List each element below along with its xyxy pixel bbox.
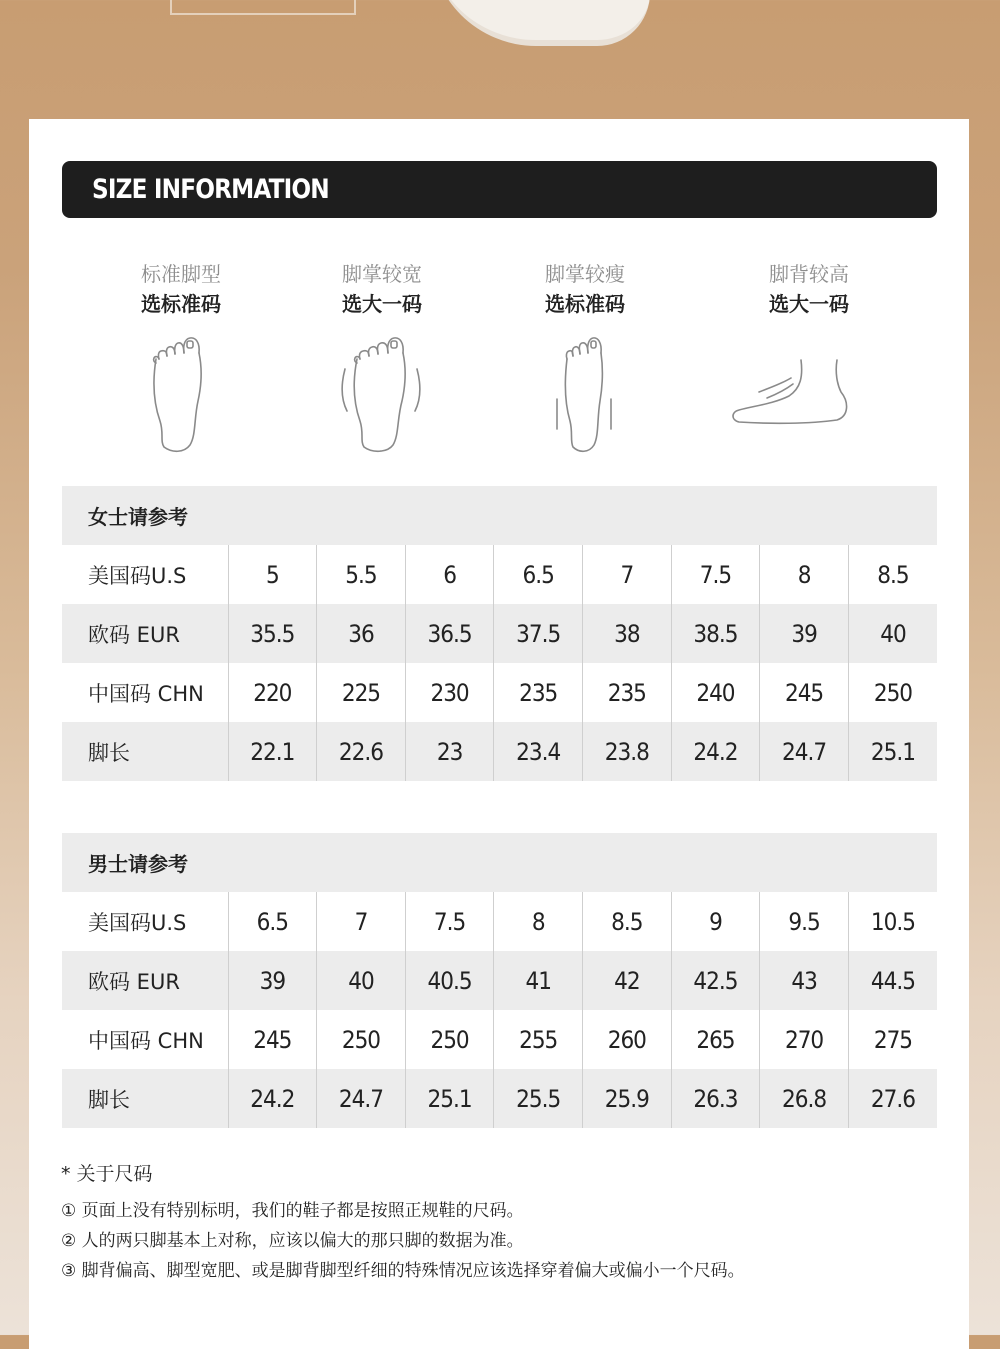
size-cell: 42.5 — [671, 951, 760, 1010]
size-cell: 23.4 — [494, 722, 583, 781]
section-title: SIZE INFORMATION — [92, 174, 329, 205]
size-cell: 265 — [671, 1010, 760, 1069]
narrow-foot-icon — [551, 329, 621, 454]
size-cell: 6 — [405, 545, 494, 604]
row-label: 美国码U.S — [88, 563, 187, 588]
foot-type-narrow — [485, 259, 685, 319]
foot-type-label: 脚掌较瘦 — [545, 262, 625, 286]
size-cell: 5.5 — [317, 545, 406, 604]
size-cell: 5 — [228, 545, 317, 604]
size-cell: 25.9 — [583, 1069, 672, 1128]
table-row — [62, 951, 937, 1010]
size-cell: 250 — [848, 663, 937, 722]
row-label: 脚长 — [62, 1069, 228, 1128]
notes-title: * 关于尺码 — [61, 1163, 153, 1185]
size-cell: 25.1 — [405, 1069, 494, 1128]
size-cell: 10.5 — [848, 892, 937, 951]
table-row — [62, 722, 937, 781]
men-table-caption: 男士请参考 — [62, 833, 937, 892]
size-cell: 26.3 — [671, 1069, 760, 1128]
size-cell: 22.6 — [317, 722, 406, 781]
size-cell: 250 — [317, 1010, 406, 1069]
size-cell: 23.8 — [583, 722, 672, 781]
size-cell: 7.5 — [405, 892, 494, 951]
size-cell: 39 — [760, 604, 849, 663]
size-cell: 6.5 — [228, 892, 317, 951]
size-cell: 40 — [317, 951, 406, 1010]
men-size-table — [62, 833, 937, 1128]
row-label: 欧码 EUR — [62, 951, 228, 1010]
size-info-panel — [29, 119, 969, 1349]
size-cell: 39 — [228, 951, 317, 1010]
size-cell: 24.7 — [760, 722, 849, 781]
size-cell: 8.5 — [848, 545, 937, 604]
size-cell: 24.2 — [671, 722, 760, 781]
row-label: 脚长 — [62, 722, 228, 781]
size-cell: 41 — [494, 951, 583, 1010]
size-cell: 35.5 — [228, 604, 317, 663]
size-cell: 255 — [494, 1010, 583, 1069]
size-cell: 44.5 — [848, 951, 937, 1010]
size-cell: 245 — [760, 663, 849, 722]
size-cell: 7.5 — [671, 545, 760, 604]
size-cell: 26.8 — [760, 1069, 849, 1128]
size-cell: 25.1 — [848, 722, 937, 781]
size-cell: 23 — [405, 722, 494, 781]
section-header — [62, 161, 937, 218]
foot-type-advice: 选大一码 — [769, 292, 849, 316]
women-size-table — [62, 486, 937, 781]
table-row — [62, 892, 937, 951]
table-row — [62, 545, 937, 604]
foot-type-high-instep — [709, 259, 909, 319]
foot-type-label: 脚掌较宽 — [342, 262, 422, 286]
foot-type-advice: 选标准码 — [141, 292, 221, 316]
table-row — [62, 1010, 937, 1069]
note-item: ② 人的两只脚基本上对称，应该以偏大的那只脚的数据为准。 — [61, 1231, 524, 1251]
row-label: 中国码 CHN — [88, 1028, 204, 1053]
high-instep-foot-icon — [729, 354, 854, 429]
size-cell: 22.1 — [228, 722, 317, 781]
table-row — [62, 1069, 937, 1128]
size-cell: 235 — [494, 663, 583, 722]
table-row — [62, 604, 937, 663]
size-cell: 9 — [671, 892, 760, 951]
size-cell: 8 — [494, 892, 583, 951]
size-cell: 42 — [583, 951, 672, 1010]
size-cell: 40.5 — [405, 951, 494, 1010]
size-cell: 24.7 — [317, 1069, 406, 1128]
size-cell: 250 — [405, 1010, 494, 1069]
size-cell: 7 — [583, 545, 672, 604]
wide-foot-icon — [339, 329, 425, 454]
size-cell: 240 — [671, 663, 760, 722]
foot-type-label: 标准脚型 — [141, 262, 221, 286]
size-cell: 260 — [583, 1010, 672, 1069]
size-cell: 36.5 — [405, 604, 494, 663]
row-label: 美国码U.S — [88, 910, 187, 935]
size-cell: 27.6 — [848, 1069, 937, 1128]
size-cell: 43 — [760, 951, 849, 1010]
size-cell: 36 — [317, 604, 406, 663]
size-cell: 38.5 — [671, 604, 760, 663]
size-notes — [61, 1159, 941, 1286]
size-cell: 235 — [583, 663, 672, 722]
size-cell: 8 — [760, 545, 849, 604]
size-cell: 25.5 — [494, 1069, 583, 1128]
size-cell: 9.5 — [760, 892, 849, 951]
size-cell: 40 — [848, 604, 937, 663]
size-cell: 7 — [317, 892, 406, 951]
size-cell: 225 — [317, 663, 406, 722]
size-cell: 220 — [228, 663, 317, 722]
table-row — [62, 663, 937, 722]
size-cell: 24.2 — [228, 1069, 317, 1128]
foot-type-wide — [282, 259, 482, 319]
size-cell: 245 — [228, 1010, 317, 1069]
size-cell: 230 — [405, 663, 494, 722]
size-cell: 270 — [760, 1010, 849, 1069]
foot-type-standard — [81, 259, 281, 319]
size-cell: 37.5 — [494, 604, 583, 663]
note-item: ① 页面上没有特别标明，我们的鞋子都是按照正规鞋的尺码。 — [61, 1201, 524, 1221]
foot-type-label: 脚背较高 — [769, 262, 849, 286]
foot-type-advice: 选标准码 — [545, 292, 625, 316]
size-cell: 6.5 — [494, 545, 583, 604]
size-cell: 275 — [848, 1010, 937, 1069]
foot-type-advice: 选大一码 — [342, 292, 422, 316]
standard-foot-icon — [144, 329, 214, 454]
women-table-caption: 女士请参考 — [62, 486, 937, 545]
size-cell: 38 — [583, 604, 672, 663]
size-cell: 8.5 — [583, 892, 672, 951]
row-label: 中国码 CHN — [88, 681, 204, 706]
row-label: 欧码 EUR — [62, 604, 228, 663]
note-item: ③ 脚背偏高、脚型宽肥、或是脚背脚型纤细的特殊情况应该选择穿着偏大或偏小一个尺码。 — [61, 1261, 745, 1281]
shoe-photo-fragment — [430, 0, 650, 46]
product-photo-fragment — [170, 0, 356, 15]
